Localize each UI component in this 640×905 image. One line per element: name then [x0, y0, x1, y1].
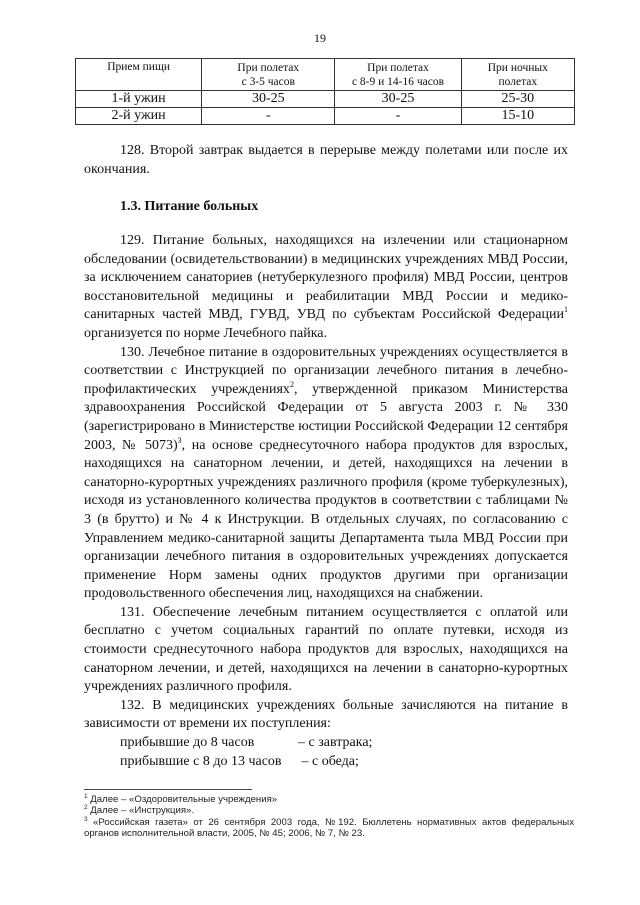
- paragraph-text: , утвержденной приказом Министерства здравоохранения Российской Федерации от 5 августа 2003 г. № 330 (зарегистрировано в Министерстве юстиции Российской Федерации 12 сентября 2003, № 5073): [84, 381, 568, 453]
- admission-list-item: [84, 734, 568, 753]
- header-text: При полетах: [237, 61, 300, 74]
- footnote-ref: 2: [289, 379, 294, 389]
- paragraph-128-block: [84, 142, 568, 179]
- footnote-ref: 1: [564, 305, 568, 315]
- paragraph-text: 130. Лечебное питание в оздоровительных учреждениях осуществляется в соответствии с Инструкцией по организации лечебного питания в лечебно-профилактических учреждениях: [84, 344, 568, 397]
- admission-meal: – с завтрака;: [298, 735, 373, 751]
- footnote-1: [84, 794, 574, 805]
- paragraph-text: организуется по норме Лечебного пайка.: [84, 325, 328, 341]
- header-text: При полетах: [367, 61, 429, 74]
- table-row: [76, 108, 575, 125]
- table-cell: 1-й ужин: [76, 91, 202, 108]
- paragraph-text: , на основе среднесуточного набора продуктов для взрослых, находящихся на санаторном лечении, и детей, находящихся на лечении в санаторно-курортных учреждениях различного профиля (кроме туберкулезных), исходя из установленного количества продуктов в соответствии с таблицами № 3 (в брутто) и № 4 к Инструкции. В отдельных случаях, по согласованию с Управлением медико-санитарной защиты Департамента тыла МВД России при организации лечебного питания в оздоровительных учреждениях допускается применение Норм замены одних продуктов другими при организации продовольственного обеспечения лиц, находящихся на снабжении.: [84, 437, 568, 602]
- paragraph-128: 128. Второй завтрак выдается в перерыве между полетами или после их окончания.: [84, 143, 568, 177]
- table-cell: -: [202, 108, 335, 125]
- paragraph-132: 132. В медицинских учреждениях больные зачисляются на питание в зависимости от времени их поступления:: [84, 697, 568, 732]
- section-heading-block: [84, 198, 568, 217]
- header-text: с 8-9 и 14-16 часов: [351, 75, 445, 88]
- table-cell: 30-25: [202, 91, 335, 108]
- main-text-block: [84, 232, 568, 771]
- table-cell: 2-й ужин: [76, 108, 202, 125]
- admission-list-item: [84, 753, 568, 772]
- footnote-mark: 1: [84, 793, 88, 800]
- table-cell: -: [335, 108, 461, 125]
- footnote-separator: [84, 789, 252, 790]
- footnote-mark: 3: [84, 816, 88, 823]
- meal-schedule-table: [75, 58, 575, 125]
- table-header-cell: [335, 59, 461, 91]
- header-text: При ночных: [487, 61, 548, 74]
- paragraph-131: 131. Обеспечение лечебным питанием осуществляется с оплатой или бесплатно с учетом социальных гарантий по оплате путевки, исходя из стоимости среднесуточного набора продуктов для взрослых, находящихся на санаторном лечении, и детей, находящихся на лечении в санаторно-курортных учреждениях различного профиля.: [84, 604, 568, 695]
- admission-time: прибывшие до 8 часов: [120, 735, 255, 751]
- table-row: [76, 91, 575, 108]
- paragraph-129: [84, 232, 568, 344]
- paragraph-130: [84, 344, 568, 604]
- footnote-3: [84, 817, 574, 839]
- table-header-cell: [202, 59, 335, 91]
- footnote-text: Далее – «Инструкция».: [87, 805, 195, 816]
- admission-meal: – с обеда;: [298, 753, 359, 769]
- table-header-row: [76, 59, 575, 91]
- table-header-cell: [461, 59, 574, 91]
- footnote-text: «Российская газета» от 26 сентября 2003 года, №192. Бюллетень нормативных актов федеральных органов исполнительной власти, 2005, № 45; 2006, № 7, № 23.: [84, 817, 574, 839]
- header-text: с 3-5 часов: [241, 75, 295, 88]
- footnote-ref: 3: [177, 435, 182, 445]
- table-cell: 30-25: [335, 91, 461, 108]
- page-number: 19: [314, 31, 326, 45]
- admission-time: прибывшие с 8 до 13 часов: [120, 753, 282, 769]
- footnote-2: [84, 805, 574, 816]
- table-cell: 15-10: [461, 108, 574, 125]
- table-header-cell: [76, 59, 202, 91]
- footnote-mark: 2: [84, 804, 88, 811]
- footnote-text: Далее – «Оздоровительные учреждения»: [87, 794, 278, 805]
- paragraph-text: 129. Питание больных, находящихся на излечении или стационарном обследовании (освидетельствовании) в медицинских учреждениях МВД России, за исключением санаториев (нетуберкулезного профиля) МВД России, центров восстановительной медицины и реабилитации МВД России и медико-санитарных частей МВД, ГУВД, УВД по субъектам Российской Федерации: [84, 233, 568, 323]
- header-text: полетах: [498, 75, 538, 88]
- header-text: Прием пищи: [107, 61, 170, 73]
- table-cell: 25-30: [461, 91, 574, 108]
- section-heading: 1.3. Питание больных: [120, 199, 259, 214]
